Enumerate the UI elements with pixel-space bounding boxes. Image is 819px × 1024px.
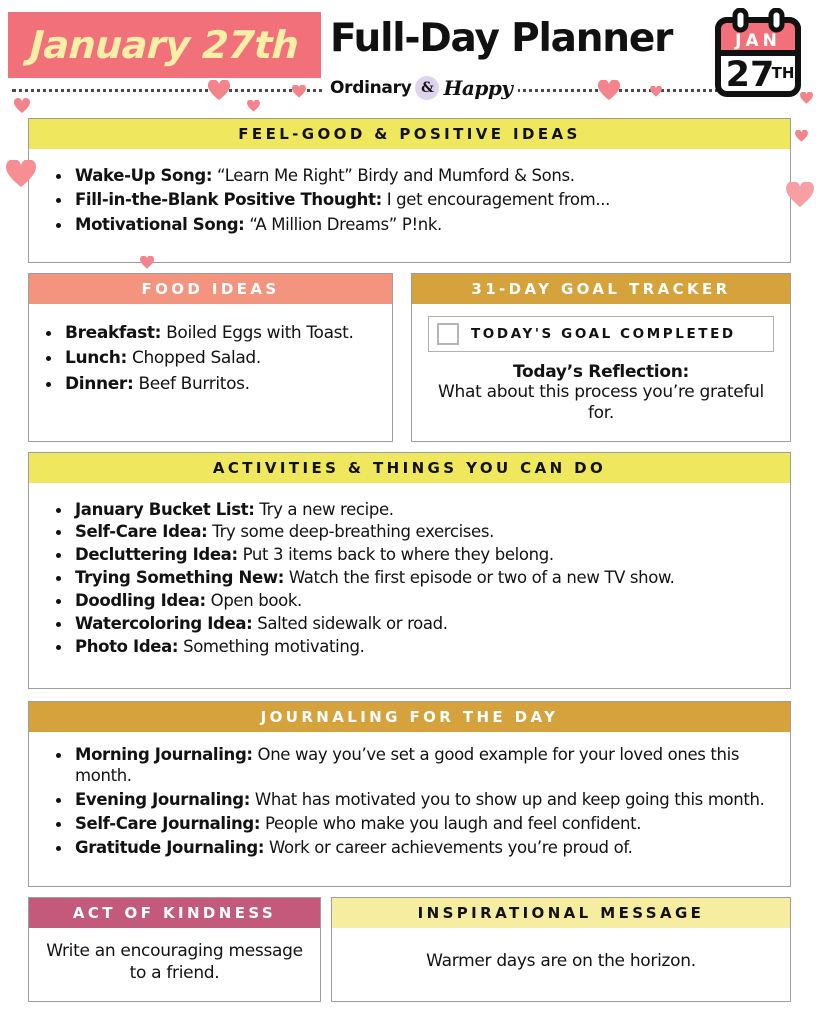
date-banner-text: January 27th [29,23,300,67]
list-item [39,347,378,370]
svg-text:27: 27 [725,55,775,95]
list-item [39,373,378,396]
list-item-text: “Learn Me Right” Birdy and Mumford & Sons. [212,165,575,185]
section-heading-feel-good: FEEL-GOOD & POSITIVE IDEAS [29,119,790,149]
section-act-of-kindness [28,897,321,1002]
list-item-label: Motivational Song: [75,215,245,235]
list-item-text: Open book. [205,591,302,611]
calendar-icon [705,8,809,104]
goal-completed-checkbox[interactable] [437,323,459,345]
activities-list [49,499,770,659]
list-item-label: Trying Something New: [75,568,284,588]
ampersand-icon: & [415,76,439,100]
list-item [49,544,770,566]
section-heading-inspirational-message: INSPIRATIONAL MESSAGE [332,898,790,928]
list-item-label: Wake-Up Song: [75,165,213,185]
inspirational-message-text: Warmer days are on the horizon. [426,950,696,971]
page-title: Full-Day Planner [330,16,673,61]
list-item-text: I get encouragement from... [381,190,611,210]
list-item-text: Salted sidewalk or road. [252,614,448,634]
act-of-kindness-text: Write an encouraging message to a friend. [46,940,303,983]
list-item [49,189,770,211]
section-body-journaling [29,732,790,870]
section-inspirational-message [331,897,791,1002]
list-item-label: Self-Care Idea: [75,522,208,542]
list-item-text: What has motivated you to show up and keep going this month. [249,790,765,810]
list-item-text: Something motivating. [178,637,365,657]
brand-happy-text: Happy [443,76,513,100]
list-item [49,636,770,658]
list-item [49,813,770,835]
section-activities [28,452,791,689]
section-heading-activities: ACTIVITIES & THINGS YOU CAN DO [29,453,790,483]
list-item [49,590,770,612]
list-item-label: Lunch: [65,348,127,369]
section-food-ideas [28,273,393,442]
list-item-text: Try some deep-breathing exercises. [207,522,494,542]
section-journaling [28,701,791,887]
section-goal-tracker [411,273,791,442]
list-item-label: Fill-in-the-Blank Positive Thought: [75,190,382,210]
list-item-label: Watercoloring Idea: [75,614,253,634]
goal-completed-label: TODAY'S GOAL COMPLETED [471,325,736,342]
date-banner [8,12,321,78]
list-item-label: Evening Journaling: [75,790,250,810]
list-item [49,165,770,187]
list-item-text: “A Million Dreams” P!nk. [244,215,442,235]
svg-text:TH: TH [771,64,795,82]
list-item-label: Dinner: [65,373,134,394]
section-feel-good [28,118,791,263]
svg-text:JAN: JAN [735,31,781,51]
list-item-label: Gratitude Journaling: [75,838,265,858]
goal-completed-row[interactable] [428,316,774,352]
section-body-activities [29,483,790,670]
list-item-label: Decluttering Idea: [75,545,238,565]
heart-icon [795,130,808,142]
list-item [39,322,378,345]
list-item-label: Breakfast: [65,322,162,343]
list-item [49,567,770,589]
section-body-feel-good [29,149,790,250]
feel-good-list [49,165,770,237]
list-item-text: Work or career achievements you’re proud of. [264,838,633,858]
list-item-label: January Bucket List: [75,499,255,519]
list-item-text: Boiled Eggs with Toast. [161,322,354,343]
list-item-text: Beef Burritos. [133,373,250,394]
list-item [49,499,770,521]
list-item-label: Photo Idea: [75,637,179,657]
list-item-label: Morning Journaling: [75,744,253,764]
page-header [0,0,819,112]
list-item-text: Try a new recipe. [254,499,394,519]
brand-ordinary-text: Ordinary [330,78,412,98]
journaling-list [49,744,770,860]
reflection-title: Today’s Reflection: [513,361,689,382]
section-body-goal-tracker [412,304,790,432]
list-item-text: Put 3 items back to where they belong. [237,545,554,565]
list-item [49,521,770,543]
list-item-label: Self-Care Journaling: [75,814,261,834]
brand-logo [324,76,518,100]
list-item [49,789,770,811]
list-item [49,613,770,635]
section-heading-act-of-kindness: ACT OF KINDNESS [29,898,320,928]
list-item [49,214,770,236]
list-item-text: People who make you laugh and feel confident. [260,814,642,834]
list-item [49,837,770,859]
todays-reflection [428,362,774,424]
list-item-text: Watch the first episode or two of a new TV show. [283,568,675,588]
reflection-text: What about this process you’re grateful for. [438,382,764,423]
section-body-food-ideas [29,304,392,407]
list-item-text: Chopped Salad. [126,348,261,369]
food-ideas-list [39,322,378,396]
list-item-text: One way you’ve set a good example for your loved ones this month. [75,744,740,786]
section-heading-food-ideas: FOOD IDEAS [29,274,392,304]
section-heading-journaling: JOURNALING FOR THE DAY [29,702,790,732]
list-item [49,744,770,788]
list-item-label: Doodling Idea: [75,591,206,611]
section-heading-goal-tracker: 31-DAY GOAL TRACKER [412,274,790,304]
